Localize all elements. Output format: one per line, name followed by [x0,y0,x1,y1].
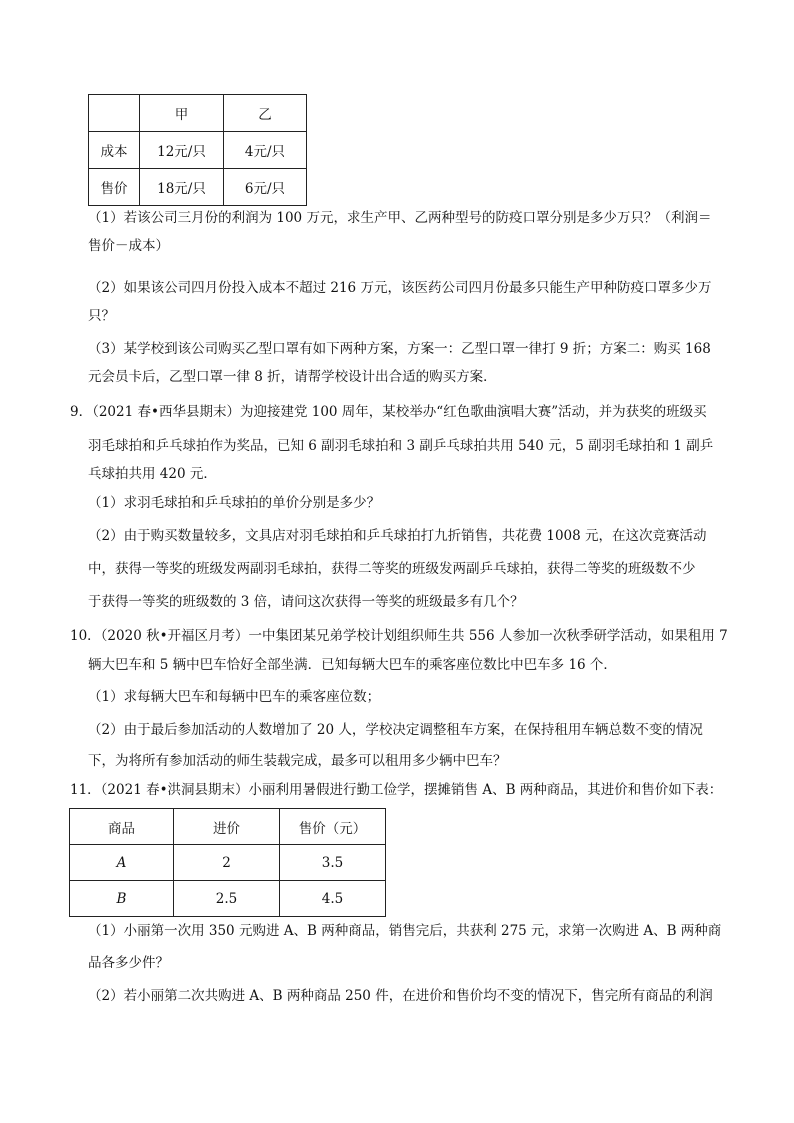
table-row [70,845,386,881]
goods-price-table [69,808,386,917]
q9-part2-line1: （2）由于购买数量较多，文具店对羽毛球拍和乒乓球拍打九折销售，共花费 1008 元，在这次竞赛活动 [88,528,707,544]
q8-part1-line2: 售价－成本） [88,238,169,254]
table-row [89,169,307,206]
q8-part2-line2: 只？ [88,308,115,324]
table-cell: B [70,881,174,917]
q10-stem-line1: 10．（2020 秋•开福区月考）一中集团某兄弟学校计划组织师生共 556 人参加一次秋季研学活动，如果租用 7 [70,628,728,644]
table-cell: 4元/只 [224,132,307,169]
table-cell: 12元/只 [140,132,224,169]
table-cell: 3.5 [280,845,386,881]
table-row [89,132,307,169]
q9-part2-line3: 于获得一等奖的班级数的 3 倍，请问这次获得一等奖的班级最多有几个？ [88,594,524,610]
table-cell: 18元/只 [140,169,224,206]
table-cell: 售价（元） [280,809,386,845]
q9-stem-line3: 乓球拍共用 420 元． [88,466,217,482]
q11-part2-line1: （2）若小丽第二次共购进 A、B 两种商品 250 件，在进价和售价均不变的情况下，售完所有商品的利润 [88,988,713,1004]
q8-part2-line1: （2）如果该公司四月份投入成本不超过 216 万元，该医药公司四月份最多只能生产甲种防疫口罩多少万 [88,280,712,296]
q9-stem-line2: 羽毛球拍和乒乓球拍作为奖品，已知 6 副羽毛球拍和 3 副乒乓球拍共用 540 元，5 副羽毛球拍和 1 副乒 [88,438,714,454]
q10-part1: （1）求每辆大巴车和每辆中巴车的乘客座位数； [88,689,381,705]
q11-part1-line2: 品各多少件？ [88,955,169,971]
table-cell: 成本 [89,132,140,169]
table-cell: 乙 [224,95,307,132]
table-cell: 商品 [70,809,174,845]
table-cell: 甲 [140,95,224,132]
table-cell [89,95,140,132]
table-row [70,881,386,917]
q10-part2-line2: 下，为将所有参加活动的师生装载完成，最多可以租用多少辆中巴车？ [88,753,507,769]
q11-part1-line1: （1）小丽第一次用 350 元购进 A、B 两种商品，销售完后，共获利 275 元，求第一次购进 A、B 两种商 [88,923,722,939]
table-cell: 6元/只 [224,169,307,206]
cost-price-table [88,94,307,206]
q8-part3-line1: （3）某学校到该公司购买乙型口罩有如下两种方案，方案一：乙型口罩一律打 9 折；方案二：购买 168 [88,341,711,357]
q8-part3-line2: 元会员卡后，乙型口罩一律 8 折，请帮学校设计出合适的购买方案． [88,369,497,385]
q11-stem-line1: 11．（2021 春•洪洞县期末）小丽利用暑假进行勤工俭学，摆摊销售 A、B 两种商品，其进价和售价如下表： [70,782,723,798]
table-cell: 售价 [89,169,140,206]
table-cell: A [70,845,174,881]
q8-part1-line1: （1）若该公司三月份的利润为 100 万元，求生产甲、乙两种型号的防疫口罩分别是多少万只？（利润＝ [88,210,712,226]
table-header-row [89,95,307,132]
table-cell: 4.5 [280,881,386,917]
table-cell: 2.5 [174,881,280,917]
q9-stem-line1: 9．（2021 春•西华县期末）为迎接建党 100 周年，某校举办“红色歌曲演唱大赛”活动，并为获奖的班级买 [70,404,707,420]
table-cell: 2 [174,845,280,881]
table-cell: 进价 [174,809,280,845]
q10-stem-line2: 辆大巴车和 5 辆中巴车恰好全部坐满．已知每辆大巴车的乘客座位数比中巴车多 16 个． [88,657,617,673]
q9-part2-line2: 中，获得一等奖的班级发两副羽毛球拍，获得二等奖的班级发两副乒乓球拍，获得二等奖的班级数不少 [88,561,696,577]
q10-part2-line1: （2）由于最后参加活动的人数增加了 20 人，学校决定调整租车方案，在保持租用车辆总数不变的情况 [88,722,703,738]
table-header-row [70,809,386,845]
q9-part1: （1）求羽毛球拍和乒乓球拍的单价分别是多少？ [88,495,381,511]
